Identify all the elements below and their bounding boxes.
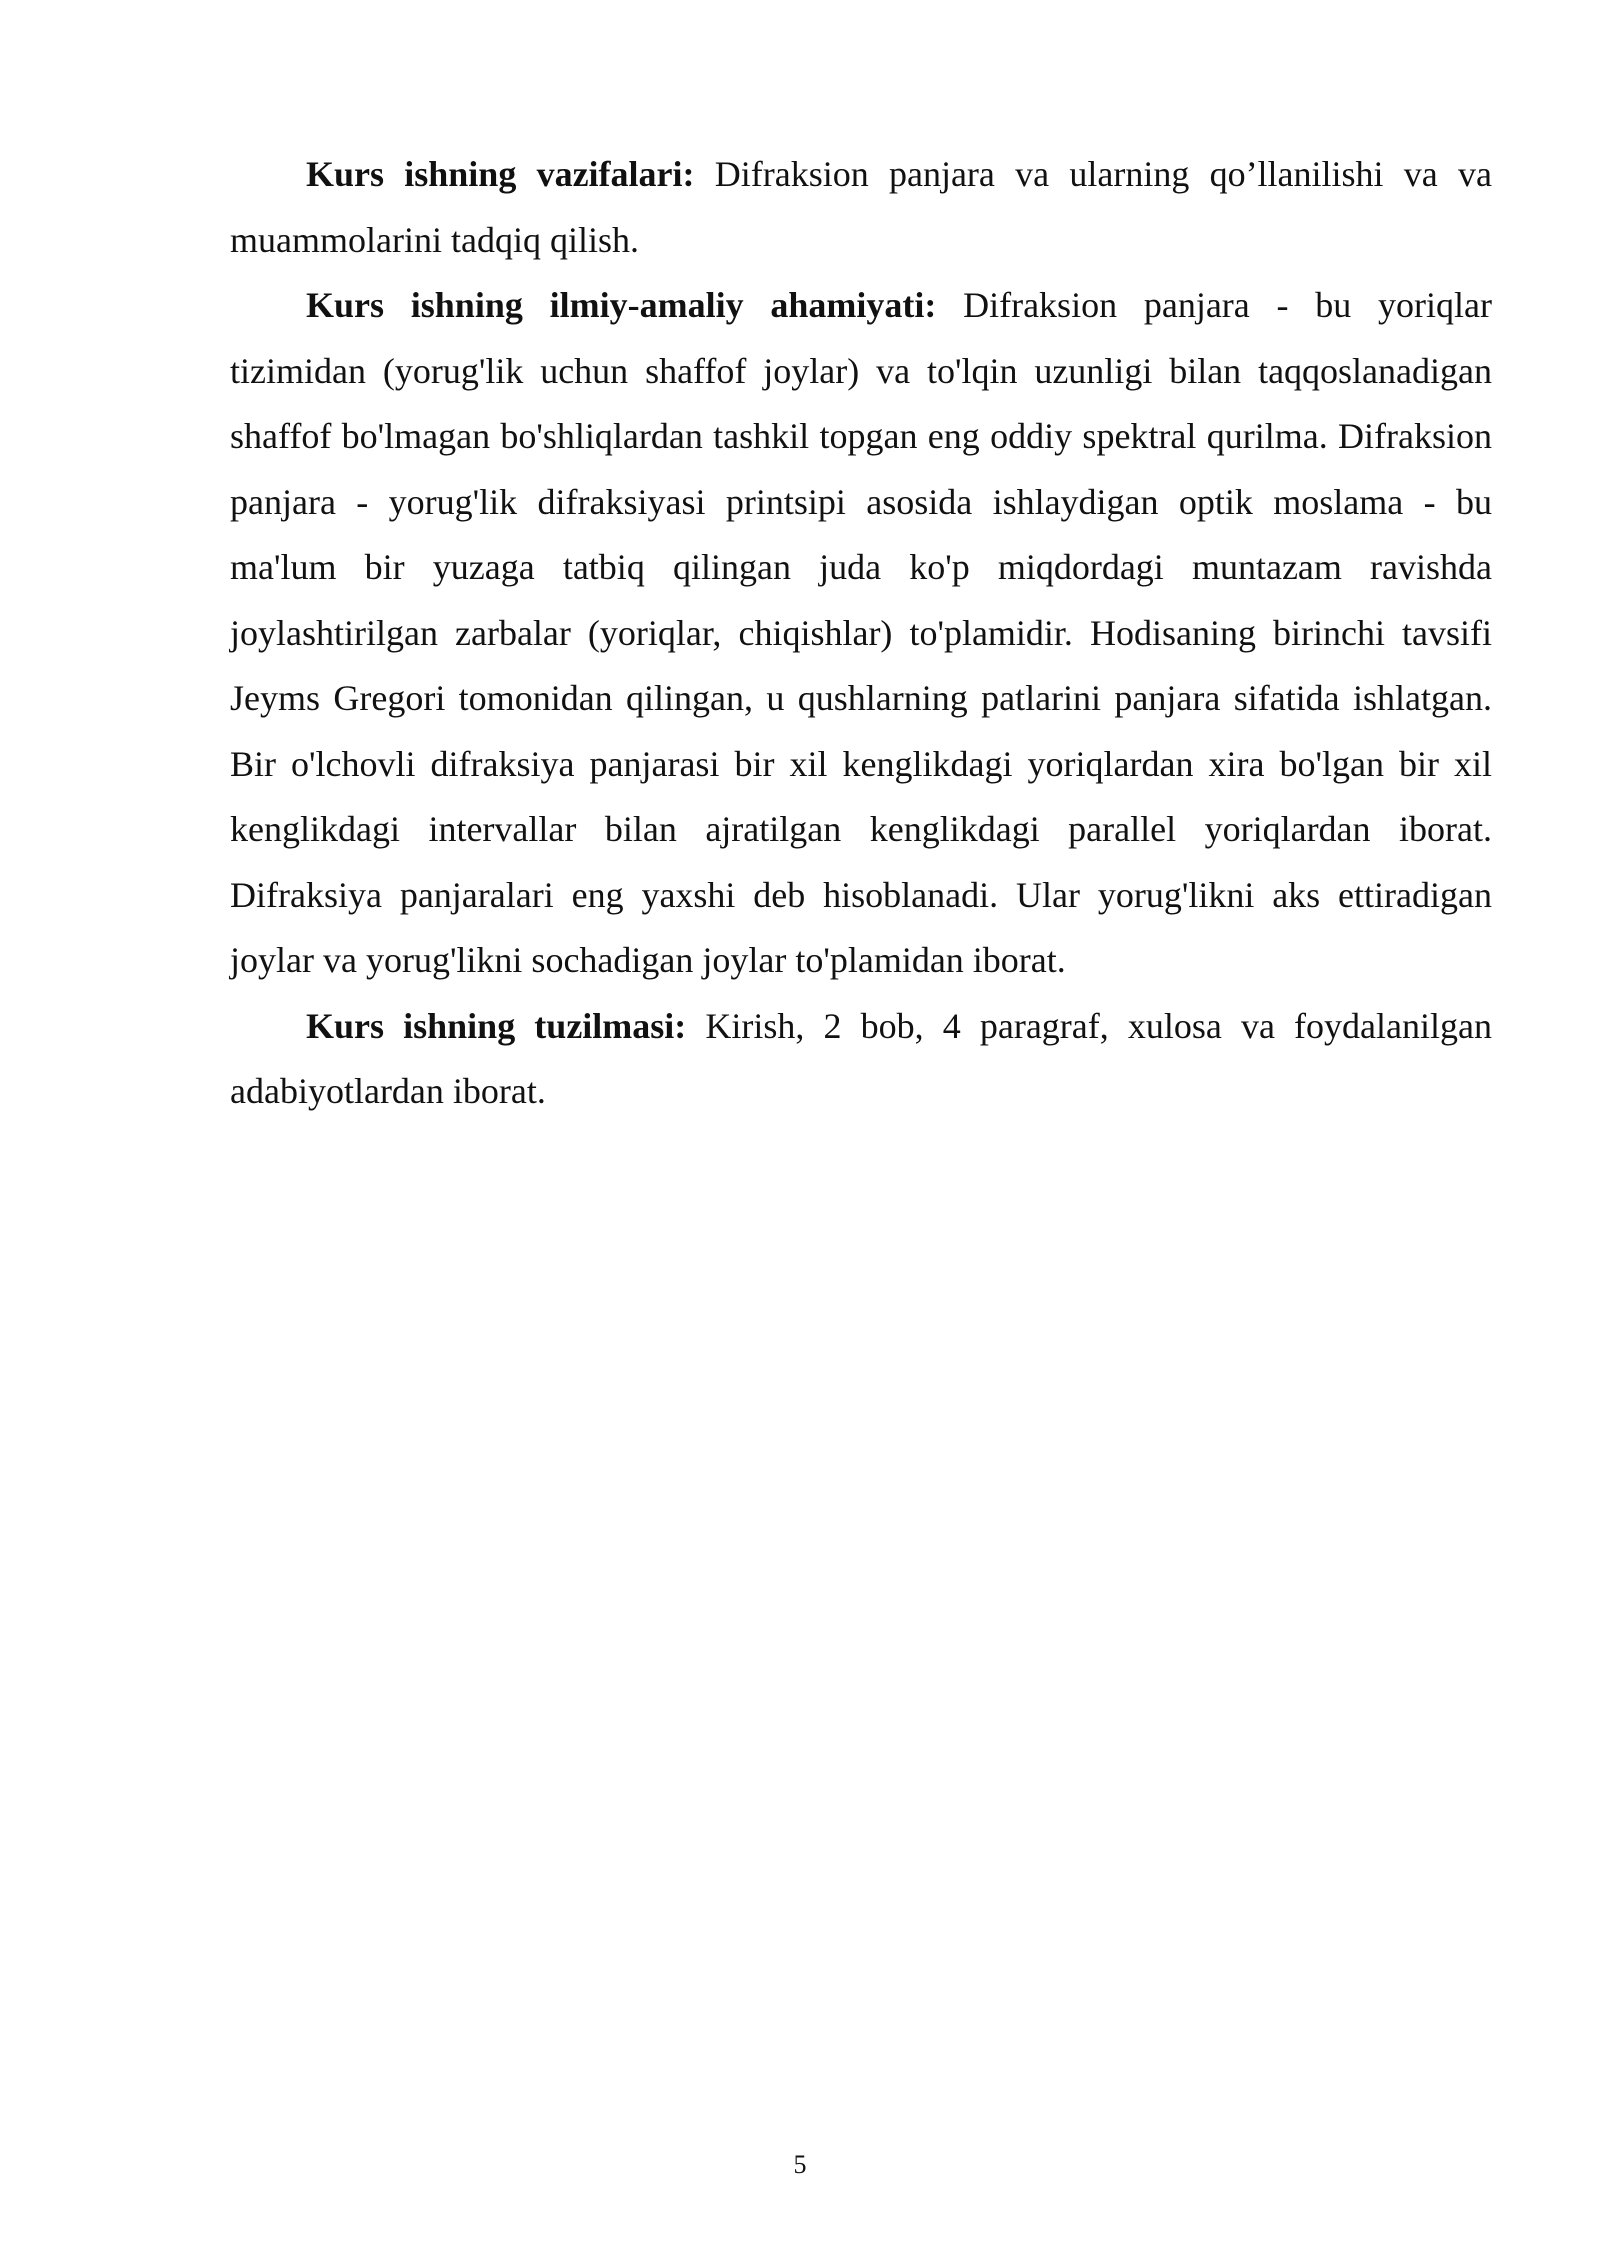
paragraph-heading-structure: Kurs ishning tuzilmasi: xyxy=(306,1005,687,1046)
paragraph-tasks xyxy=(230,142,1492,273)
page-body xyxy=(230,142,1492,1125)
paragraph-structure xyxy=(230,994,1492,1125)
paragraph-heading-tasks: Kurs ishning vazifalari: xyxy=(306,154,695,194)
paragraph-text-tasks: Difraksion panjara va ularning qo’llanilishi va va muammolarini tadqiq qilish. xyxy=(230,154,1492,260)
paragraph-significance xyxy=(230,273,1492,994)
page-number: 5 xyxy=(793,2150,807,2179)
paragraph-text-significance: Difraksion panjara - bu yoriqlar tizimidan (yorug'lik uchun shaffof joylar) va to'lqin uzunligi bilan taqqoslanadigan shaffof bo'lmagan bo'shliqlardan tashkil topgan eng oddiy spektral qurilma. Difraksion panjara - yorug'lik difraksiyasi printsipi asosida ishlaydigan optik moslama - bu ma'lum bir yuzaga tatbiq qilingan juda ko'p miqdordagi muntazam ravishda joylashtirilgan zarbalar (yoriqlar, chiqishlar) to'plamidir. Hodisaning birinchi tavsifi Jeyms Gregori tomonidan qilingan, u qushlarning patlarini panjara sifatida ishlatgan. Bir o'lchovli difraksiya panjarasi bir xil kenglikdagi yoriqlardan xira bo'lgan bir xil kenglikdagi intervallar bilan ajratilgan kenglikdagi parallel yoriqlardan iborat. Difraksiya panjaralari eng yaxshi deb hisoblanadi. Ular yorug'likni aks ettiradigan joylar va yorug'likni sochadigan joylar to'plamidan iborat. xyxy=(230,285,1492,980)
paragraph-heading-significance: Kurs ishning ilmiy-amaliy ahamiyati: xyxy=(306,285,937,325)
paragraph-text-structure: Kirish, 2 bob, 4 paragraf, xulosa va foydalanilgan adabiyotlardan iborat. xyxy=(230,1005,1492,1111)
